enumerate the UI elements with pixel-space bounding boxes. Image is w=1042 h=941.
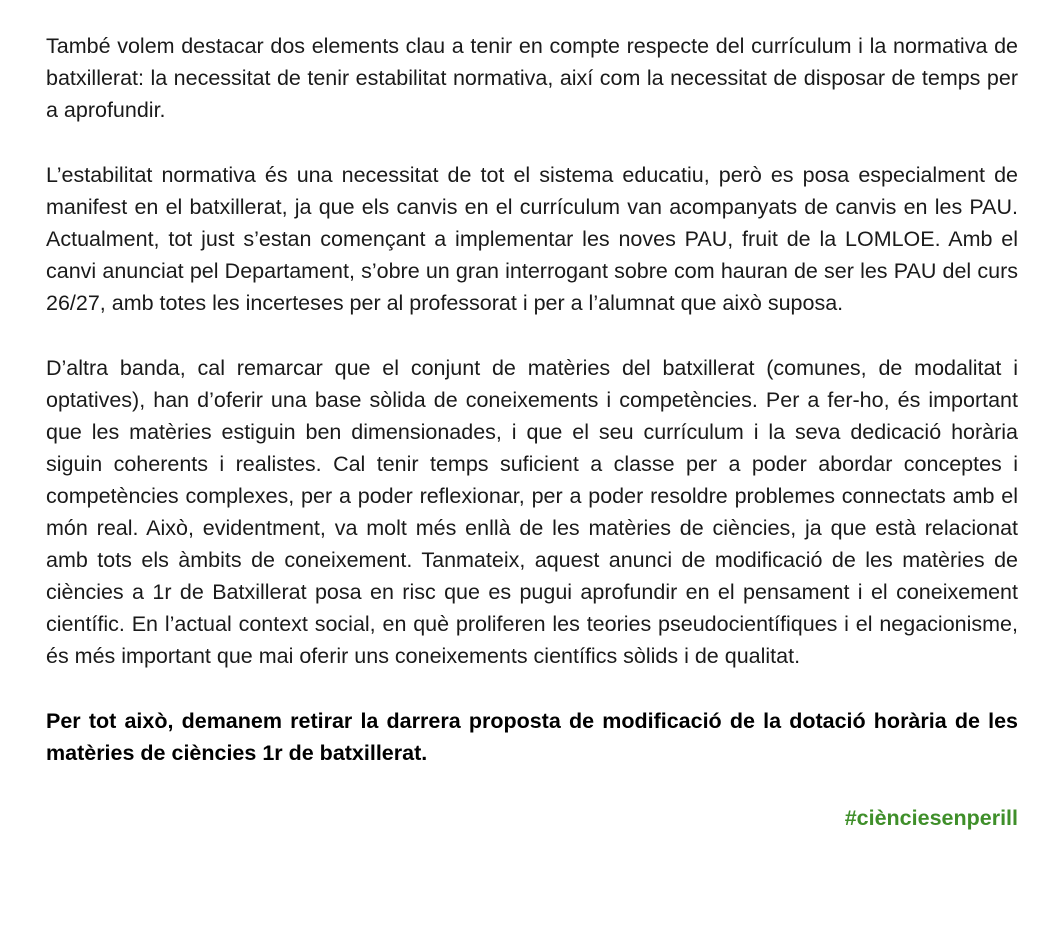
paragraph-gap — [46, 126, 1018, 159]
paragraph-gap — [46, 769, 1018, 802]
document-body — [46, 0, 1018, 834]
paragraph-gap — [46, 672, 1018, 705]
paragraph-gap — [46, 319, 1018, 352]
paragraph-intro: També volem destacar dos elements clau a tenir en compte respecte del currículum i la normativa de batxillerat: la necessitat de tenir estabilitat normativa, així com la necessitat de disposar de temps per a aprofundir. — [46, 34, 1018, 122]
paragraph-subjects: D’altra banda, cal remarcar que el conjunt de matèries del batxillerat (comunes, de modalitat i optatives), han d’oferir una base sòlida de coneixements i competències. Per a fer-ho, és important que les matèries estiguin ben dimensionades, i que el seu currículum i la seva dedicació horària siguin coherents i realistes. Cal tenir temps suficient a classe per a poder abordar conceptes i competències complexes, per a poder reflexionar, per a poder resoldre problemes connectats amb el món real. Això, evidentment, va molt més enllà de les matèries de ciències, ja que està relacionat amb tots els àmbits de coneixement. Tanmateix, aquest anunci de modificació de les matèries de ciències a 1r de Batxillerat posa en risc que es pugui aprofundir en el pensament i el coneixement científic. En l’actual context social, en què proliferen les teories pseudocientífiques i el negacionisme, és més important que mai oferir uns coneixements científics sòlids i de qualitat. — [46, 356, 1018, 668]
hashtag-text: #ciènciesenperill — [844, 806, 1018, 830]
paragraph-conclusion: Per tot això, demanem retirar la darrera proposta de modificació de la dotació horària de les matèries de ciències 1r de batxillerat. — [46, 709, 1018, 765]
paragraph-stability: L’estabilitat normativa és una necessitat de tot el sistema educatiu, però es posa especialment de manifest en el batxillerat, ja que els canvis en el currículum van acompanyats de canvis en les PAU. Actualment, tot just s’estan començant a implementar les noves PAU, fruit de la LOMLOE. Amb el canvi anunciat pel Departament, s’obre un gran interrogant sobre com hauran de ser les PAU del curs 26/27, amb totes les incerteses per al professorat i per a l’alumnat que això suposa. — [46, 163, 1018, 315]
